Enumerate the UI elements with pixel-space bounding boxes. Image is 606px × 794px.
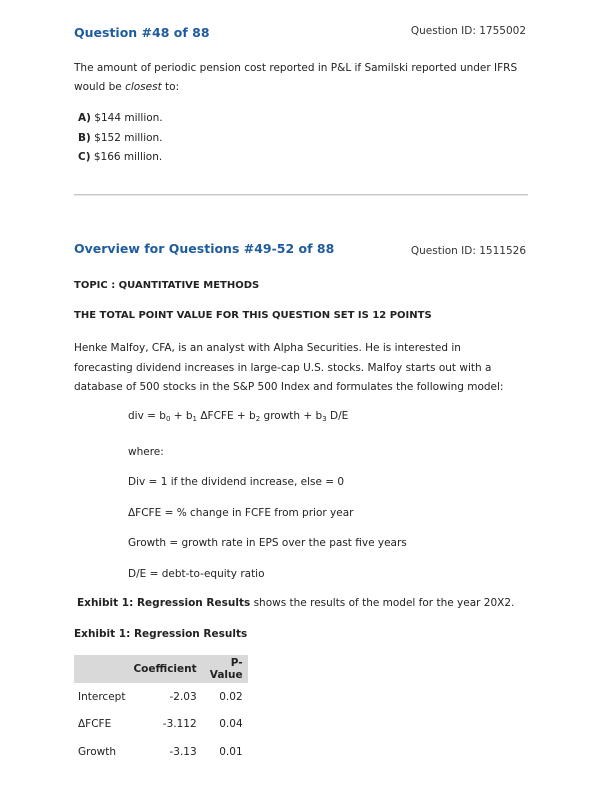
option-c[interactable] <box>78 148 163 168</box>
definition-de: D/E = debt-to-equity ratio <box>128 568 265 580</box>
table-cell: 0.04 <box>219 718 243 731</box>
overview-question-id: Question ID: 1511526 <box>410 245 526 257</box>
table-header <box>74 655 129 683</box>
table-cell: Growth <box>78 745 117 758</box>
table-header-row <box>74 655 248 683</box>
table-cell: 0.01 <box>219 745 243 758</box>
exhibit-reference-bold: Exhibit 1: Regression Results <box>77 597 251 609</box>
exhibit-reference <box>77 597 514 609</box>
topic-heading: TOPIC : QUANTITATIVE METHODS <box>74 280 260 291</box>
table-header: Coefficient <box>129 655 196 683</box>
definition-where: where: <box>128 446 164 458</box>
points-heading: THE TOTAL POINT VALUE FOR THIS QUESTION SET IS 12 POINTS <box>74 310 432 321</box>
option-letter: C) <box>78 151 91 163</box>
table-row <box>74 683 248 711</box>
table-cell: -3.13 <box>169 745 197 758</box>
question-text-prefix: The amount of periodic pension cost reported in P&L if Samilski reported under IFRS would be <box>74 62 518 93</box>
overview-title: Overview for Questions #49-52 of 88 <box>74 241 335 256</box>
table-cell: -3.112 <box>162 718 197 731</box>
option-letter: B) <box>78 131 91 144</box>
section-divider <box>74 194 528 196</box>
regression-table <box>74 655 248 766</box>
exhibit-title: Exhibit 1: Regression Results <box>74 628 248 640</box>
definition-div: Div = 1 if the dividend increase, else = 0 <box>128 476 345 488</box>
option-letter: A) <box>78 112 91 124</box>
formula-part: ΔFCFE + b <box>197 410 256 422</box>
regression-formula <box>128 410 348 423</box>
definition-dfcfe: ΔFCFE = % change in FCFE from prior year <box>128 507 354 519</box>
option-text: $144 million. <box>90 112 163 124</box>
table-row <box>74 738 248 766</box>
option-text: $152 million. <box>90 131 163 144</box>
question-title: Question #48 of 88 <box>74 25 210 40</box>
table-cell: Intercept <box>78 690 126 703</box>
table-cell: -2.03 <box>169 690 197 703</box>
formula-subscript: 2 <box>255 415 261 423</box>
table-cell: ΔFCFE <box>78 718 112 731</box>
formula-subscript: 0 <box>165 415 171 423</box>
formula-part: D/E <box>326 410 349 422</box>
definition-growth: Growth = growth rate in EPS over the past five years <box>128 537 407 549</box>
option-b[interactable] <box>78 129 163 149</box>
answer-options <box>78 109 163 168</box>
formula-subscript: 1 <box>192 415 198 423</box>
formula-part: growth + b <box>260 410 323 422</box>
formula-subscript: 3 <box>322 415 327 423</box>
scenario-intro: Henke Malfoy, CFA, is an analyst with Alpha Securities. He is interested in forecasting dividend increases in large-cap U.S. stocks. Malfoy starts out with a database of 500 stocks in the S&P 500 Index and formulates the following model: <box>74 342 504 393</box>
question-text-suffix: to: <box>161 81 180 93</box>
question-text <box>74 59 534 97</box>
question-text-emphasis: closest <box>125 81 162 93</box>
option-text: $166 million. <box>90 151 163 163</box>
formula-part: + b <box>170 410 193 422</box>
exhibit-reference-text: shows the results of the model for the year 20X2. <box>250 597 515 609</box>
option-a[interactable] <box>78 109 163 129</box>
table-row <box>74 711 248 739</box>
table-header: P-Value <box>197 655 248 683</box>
table-cell: 0.02 <box>219 690 243 703</box>
formula-part: div = b <box>128 410 166 422</box>
question-id: Question ID: 1755002 <box>410 25 526 37</box>
